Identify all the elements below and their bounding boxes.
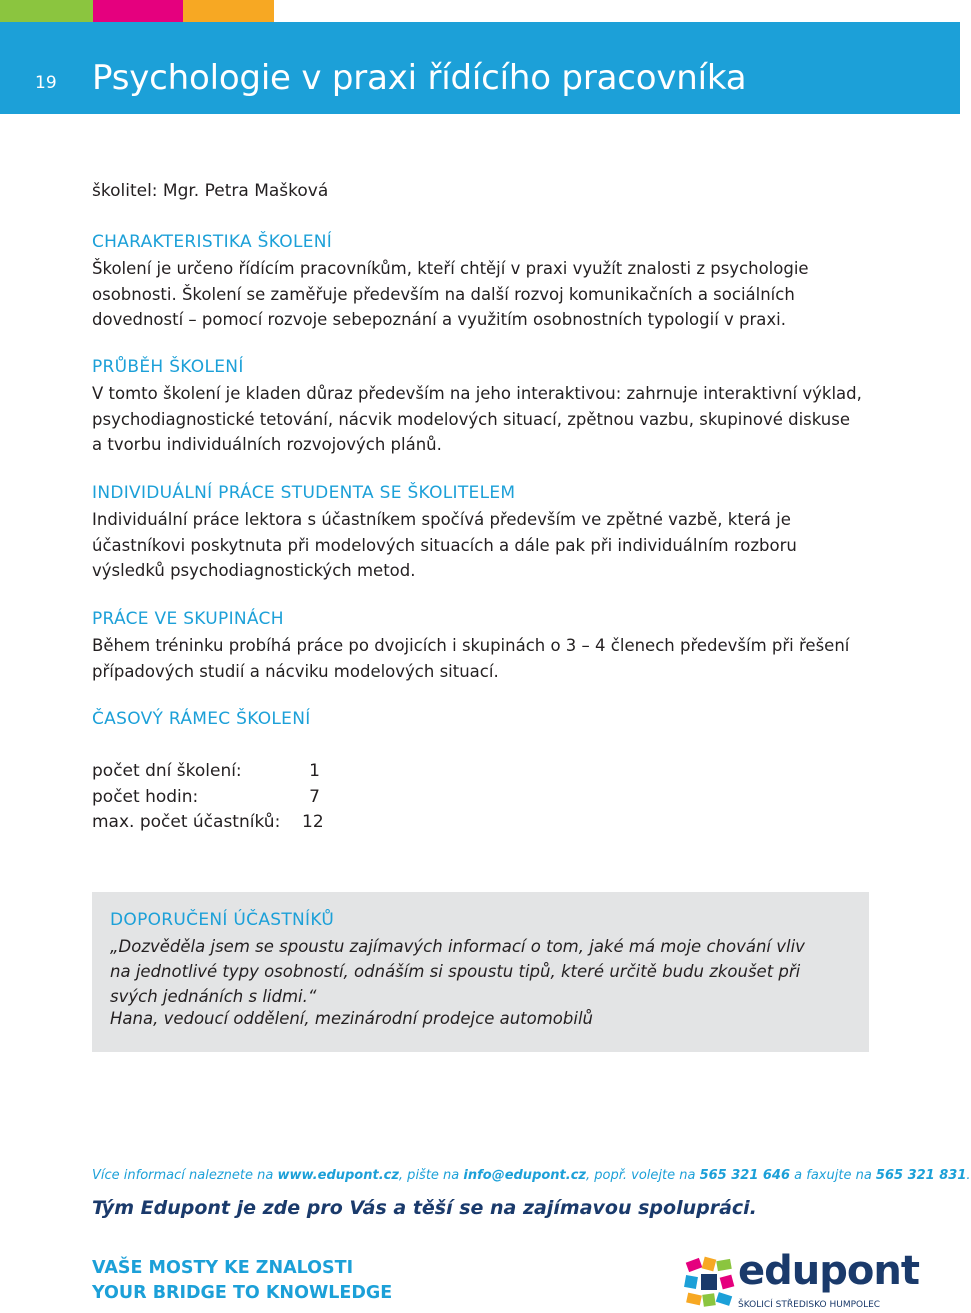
logo-word: edupont xyxy=(738,1248,919,1294)
slogan xyxy=(92,1256,392,1306)
section-body-groups: Během tréninku probíhá práce po dvojicích i skupinách o 3 – 4 členech především při řešení případových studií a nácviku modelových situací. xyxy=(92,636,850,681)
contact-mid: a faxujte na xyxy=(790,1168,876,1183)
stat-label: počet hodin: xyxy=(92,786,199,807)
fax-number: 565 321 831 xyxy=(875,1168,967,1183)
recommendation-quote: „Dozvěděla jsem se spoustu zajímavých informací o tom, jaké má moje chování vliv na jednotlivé typy osobností, odnáším si spoustu tipů, které určitě budu zkoušet při svých jednáních s lidmi.“ xyxy=(110,937,805,1006)
recommendation-box xyxy=(92,892,869,1052)
stat-value: 1 xyxy=(309,761,320,781)
stat-value: 12 xyxy=(302,812,324,832)
section-heading-groups: PRÁCE VE SKUPINÁCH xyxy=(92,609,284,629)
page-title: Psychologie v praxi řídícího pracovníka xyxy=(92,58,747,98)
recommendation-heading: DOPORUČENÍ ÚČASTNÍKŮ xyxy=(110,910,335,930)
contact-prefix: Více informací naleznete na xyxy=(92,1168,278,1183)
section-body-characteristics: Školení je určeno řídícím pracovníkům, kteří chtějí v praxi využít znalosti z psychologie osobnosti. Školení se zaměřuje především na další rozvoj komunikačních a sociálních dovedností – pomocí rozvoje sebepoznání a využitím osobnostních typologií v praxi. xyxy=(92,259,809,329)
section-body-course: V tomto školení je kladen důraz především na jeho interaktivou: zahrnuje interaktivní výklad, psychodiagnostické tetování, nácvik modelových situací, zpětnou vazbu, skupinové diskuse a tvorbu individuálních rozvojových plánů. xyxy=(92,384,862,454)
stripe-green xyxy=(0,0,93,22)
header-band xyxy=(0,22,960,114)
slogan-en: YOUR BRIDGE TO KNOWLEDGE xyxy=(92,1283,393,1303)
top-color-stripes xyxy=(0,0,960,22)
section-heading-timeframe: ČASOVÝ RÁMEC ŠKOLENÍ xyxy=(92,709,311,729)
recommendation-author: Hana, vedoucí oddělení, mezinárodní prodejce automobilů xyxy=(110,1009,593,1028)
stripe-pink xyxy=(93,0,183,22)
stripe-orange xyxy=(183,0,274,22)
section-heading-course: PRŮBĚH ŠKOLENÍ xyxy=(92,357,244,377)
section-body-individual: Individuální práce lektora s účastníkem spočívá především ve zpětné vazbě, která je účastníkovi poskytnuta při modelových situacích a dále pak při individuálním rozboru výsledků psychodiagnostických metod. xyxy=(92,510,797,580)
edupont-bridge-icon xyxy=(683,1256,735,1308)
stat-row xyxy=(92,785,320,811)
email-link[interactable]: info@edupont.cz xyxy=(463,1168,586,1183)
contact-mid: , popř. volejte na xyxy=(585,1168,700,1183)
section-heading-characteristics: CHARAKTERISTIKA ŠKOLENÍ xyxy=(92,232,333,252)
slogan-cz: VAŠE MOSTY KE ZNALOSTI xyxy=(92,1258,354,1278)
section-heading-individual: INDIVIDUÁLNÍ PRÁCE STUDENTA SE ŠKOLITELEM xyxy=(92,483,516,503)
contact-end: . xyxy=(966,1168,971,1183)
phone-number: 565 321 646 xyxy=(699,1168,791,1183)
website-link[interactable]: www.edupont.cz xyxy=(277,1168,399,1183)
team-line: Tým Edupont je zde pro Vás a těší se na zajímavou spolupráci. xyxy=(92,1197,757,1219)
stat-label: max. počet účastníků: xyxy=(92,812,281,832)
stat-value: 7 xyxy=(309,786,320,807)
logo-subtitle: ŠKOLICÍ STŘEDISKO HUMPOLEC xyxy=(738,1300,881,1310)
trainer-name: školitel: Mgr. Petra Mašková xyxy=(92,181,329,201)
stat-row xyxy=(92,810,324,836)
contact-mid: , pište na xyxy=(398,1168,464,1183)
timeframe-stats xyxy=(92,759,324,836)
contact-line xyxy=(92,1168,971,1183)
edupont-logo xyxy=(683,1248,919,1312)
page-number: 19 xyxy=(35,73,57,93)
stat-row xyxy=(92,759,320,785)
stat-label: počet dní školení: xyxy=(92,761,242,781)
